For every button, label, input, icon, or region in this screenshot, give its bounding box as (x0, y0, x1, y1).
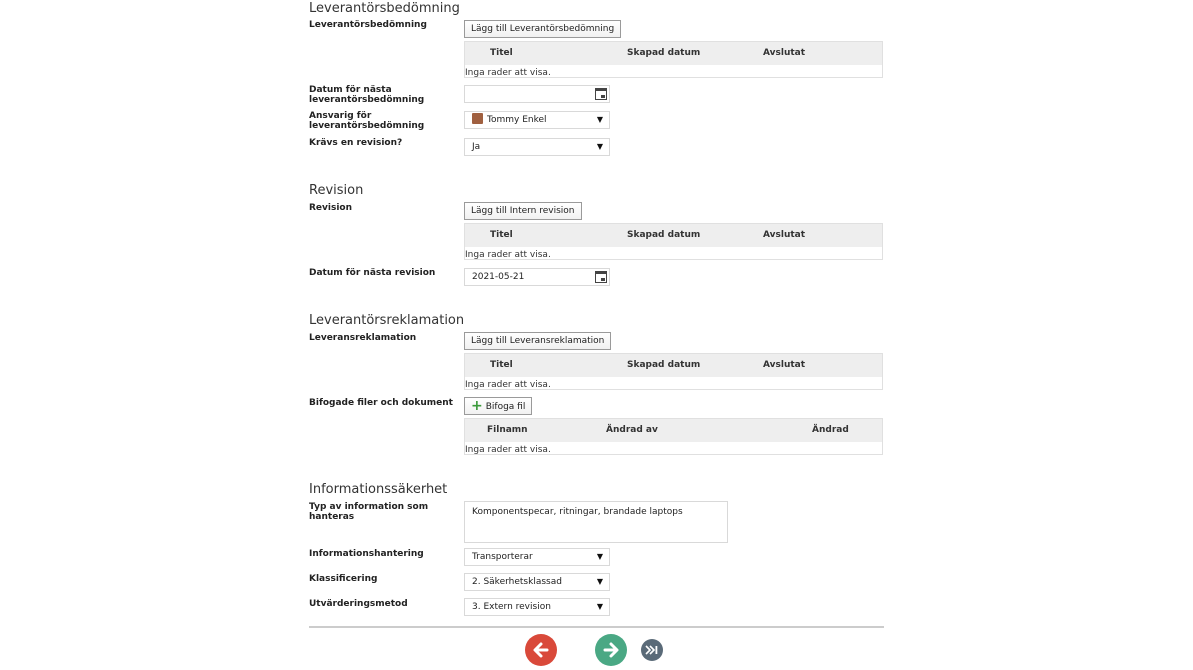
skip-to-end-button[interactable] (641, 639, 663, 661)
supplier-assessment-label: Leverantörsbedömning (309, 20, 427, 30)
add-internal-revision-button[interactable]: Lägg till Intern revision (464, 202, 582, 220)
grid-empty-text: Inga rader att visa. (465, 68, 551, 78)
grid-empty-text: Inga rader att visa. (465, 380, 551, 390)
column-header-completed[interactable]: Avslutat (763, 360, 806, 370)
classification-label: Klassificering (309, 574, 378, 584)
grid-empty-text: Inga rader att visa. (465, 445, 551, 455)
next-assessment-date-label: Datum för nästa leverantörsbedömning (309, 85, 425, 105)
column-header-changed-by[interactable]: Ändrad av (606, 425, 658, 435)
info-handling-label: Informationshantering (309, 549, 424, 559)
chevron-down-icon: ▼ (596, 115, 603, 124)
column-header-completed[interactable]: Avslutat (763, 48, 806, 58)
complaints-grid (464, 353, 883, 390)
info-handling-value: Transporterar (472, 552, 533, 562)
attached-files-label: Bifogade filer och dokument (309, 398, 453, 408)
revision-label: Revision (309, 203, 353, 213)
back-button[interactable] (525, 634, 557, 666)
plus-icon: + (471, 398, 483, 414)
arrow-left-icon (531, 640, 551, 660)
add-supplier-assessment-button[interactable]: Lägg till Leverantörsbedömning (464, 20, 621, 38)
grid-header (465, 42, 882, 65)
next-revision-date-label: Datum för nästa revision (309, 268, 436, 278)
next-button[interactable] (595, 634, 627, 666)
responsible-value: Tommy Enkel (487, 115, 547, 125)
section-title-infosec: Informationssäkerhet (309, 482, 448, 497)
attach-file-button[interactable] (464, 397, 532, 415)
add-complaint-button[interactable]: Lägg till Leveransreklamation (464, 332, 611, 350)
supplier-assessment-grid (464, 41, 883, 78)
grid-header (465, 419, 882, 442)
column-header-created[interactable]: Skapad datum (627, 230, 701, 240)
evaluation-method-select[interactable] (464, 598, 610, 616)
responsible-label: Ansvarig för leverantörsbedömning (309, 111, 425, 131)
revision-required-label: Krävs en revision? (309, 138, 403, 148)
calendar-icon[interactable] (595, 271, 607, 283)
next-revision-date-input[interactable] (464, 268, 610, 286)
column-header-completed[interactable]: Avslutat (763, 230, 806, 240)
section-title-supplier-assessment: Leverantörsbedömning (309, 1, 460, 16)
column-header-filename[interactable]: Filnamn (487, 425, 528, 435)
avatar (472, 113, 483, 124)
section-title-revision: Revision (309, 183, 364, 198)
revision-required-value: Ja (472, 142, 481, 152)
evaluation-method-label: Utvärderingsmetod (309, 599, 408, 609)
info-type-label: Typ av information som hanteras (309, 502, 429, 522)
column-header-created[interactable]: Skapad datum (627, 48, 701, 58)
evaluation-method-value: 3. Extern revision (472, 602, 551, 612)
chevron-down-icon: ▼ (596, 142, 603, 151)
column-header-title[interactable]: Titel (490, 230, 513, 240)
calendar-icon[interactable] (595, 88, 607, 100)
grid-header (465, 354, 882, 377)
section-title-complaints: Leverantörsreklamation (309, 313, 465, 328)
grid-header (465, 224, 882, 247)
column-header-created[interactable]: Skapad datum (627, 360, 701, 370)
divider (309, 626, 884, 628)
classification-value: 2. Säkerhetsklassad (472, 577, 562, 587)
next-revision-date-value: 2021-05-21 (472, 272, 525, 282)
revision-required-select[interactable] (464, 138, 610, 156)
attach-file-label: Bifoga fil (485, 402, 526, 412)
column-header-changed[interactable]: Ändrad (812, 425, 849, 435)
chevron-down-icon: ▼ (596, 602, 603, 611)
info-type-textarea[interactable]: Komponentspecar, ritningar, brandade laptops (464, 501, 728, 543)
info-handling-select[interactable] (464, 548, 610, 566)
column-header-title[interactable]: Titel (490, 48, 513, 58)
column-header-title[interactable]: Titel (490, 360, 513, 370)
arrow-right-icon (601, 640, 621, 660)
classification-select[interactable] (464, 573, 610, 591)
grid-empty-text: Inga rader att visa. (465, 250, 551, 260)
next-assessment-date-input[interactable] (464, 85, 610, 103)
complaints-label: Leveransreklamation (309, 333, 417, 343)
skip-to-end-icon (645, 644, 659, 656)
files-grid (464, 418, 883, 455)
chevron-down-icon: ▼ (596, 552, 603, 561)
chevron-down-icon: ▼ (596, 577, 603, 586)
revision-grid (464, 223, 883, 260)
responsible-select[interactable] (464, 111, 610, 129)
